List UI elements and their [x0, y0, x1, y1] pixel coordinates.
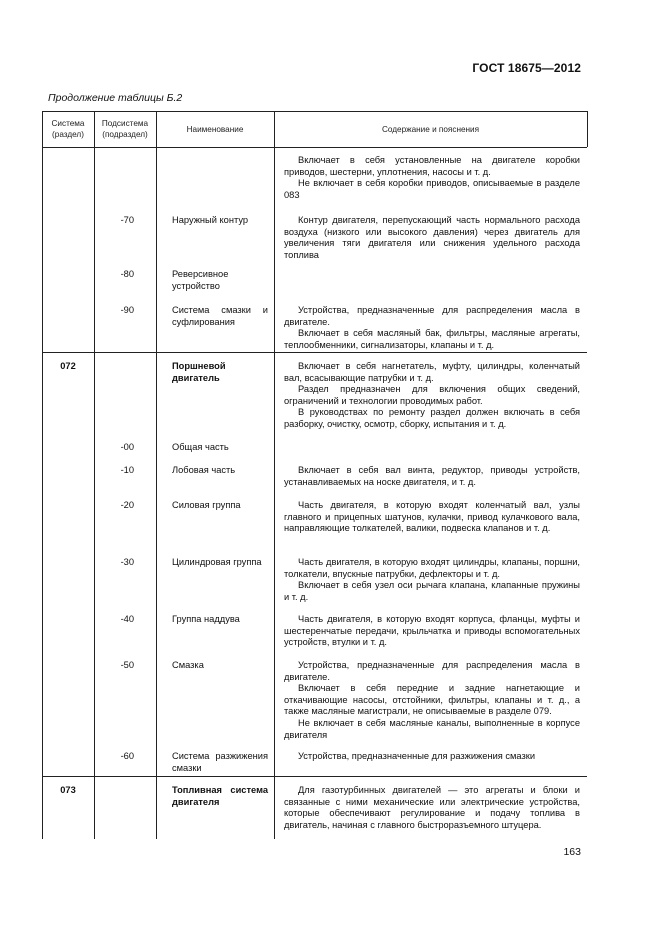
row-code: -40 — [120, 614, 134, 624]
column-header-content: Содержание и пояснения — [381, 124, 480, 134]
row-content: Включает в себя установленные на двигателе коробки приводов, шестерни, уплотнения, насосы и т. д. Не включает в себя коробки приводов, описываемые в разделе 083 — [284, 155, 580, 200]
column-header-system: Система (раздел) — [51, 119, 85, 139]
row-name: Группа наддува — [172, 614, 240, 624]
row-content: Часть двигателя, в которую входят коленчатый вал, узлы главного и прицепных шатунов, кулачки, привод кулачкового вала, направляющие толкателей, валики, подвеска клапанов и т. д. — [284, 500, 580, 534]
row-content: Устройства, предназначенные для разжижения смазки — [298, 751, 536, 761]
column-header-subsystem: Подсистема (подраздел) — [101, 119, 149, 139]
section-code: 072 — [60, 361, 76, 371]
row-code: -20 — [120, 500, 134, 510]
row-code: -00 — [120, 442, 134, 452]
section-name: Топливная система двигателя — [172, 785, 268, 807]
standard-header: ГОСТ 18675—2012 — [472, 61, 581, 75]
row-code: -90 — [120, 305, 134, 315]
row-name: Общая часть — [172, 442, 229, 452]
section-code: 073 — [60, 785, 76, 795]
row-code: -30 — [120, 557, 134, 567]
row-content: Включает в себя вал винта, редуктор, приводы устройств, устанавливаемых на носке двигателя, и т. д. — [284, 465, 580, 487]
row-code: -70 — [120, 215, 134, 225]
row-name: Система разжижения смазки — [172, 751, 268, 773]
section-name: Поршневой двигатель — [172, 361, 226, 383]
continuation-title: Продолжение таблицы Б.2 — [48, 92, 183, 104]
row-content: Часть двигателя, в которую входят цилиндры, клапаны, поршни, толкатели, впускные патрубки, дефлекторы и т. д. Включает в себя узел оси рычага клапана, клапанные пружины и т. д. — [284, 557, 580, 602]
content-table — [42, 111, 587, 839]
row-name: Смазка — [172, 660, 204, 670]
row-name: Система смазки и суфлирования — [172, 305, 268, 327]
page-number: 163 — [563, 846, 581, 858]
row-name: Силовая группа — [172, 500, 241, 510]
row-name: Лобовая часть — [172, 465, 236, 475]
row-code: -80 — [120, 269, 134, 279]
row-content: Часть двигателя, в которую входят корпуса, фланцы, муфты и шестеренчатые передачи, крыльчатка и приводы вспомогательных устройств, втулки и т. д. — [284, 614, 580, 648]
row-content: Устройства, предназначенные для распределения масла в двигателе. Включает в себя масляный бак, фильтры, масляные агрегаты, теплообменники, сигнализаторы, клапаны и т. д. — [284, 305, 580, 350]
row-code: -10 — [120, 465, 134, 475]
row-content: Устройства, предназначенные для распределения масла в двигателе. Включает в себя передние и задние нагнетающие и откачивающие насосы, отстойники, фильтры, клапаны и т. д., а также масляные магистрали, не описываемые в разделе 079. Не включает в себя масляные каналы, выполненные в корпусе двигателя — [284, 660, 580, 740]
row-content: Для газотурбинных двигателей — это агрегаты и блоки и связанные с ними механические или электрические устройства, которые обеспечивают регулирование и подачу топлива в двигатель, начиная с главного быстроразъемного штуцера. — [284, 785, 580, 830]
row-content: Включает в себя нагнетатель, муфту, цилиндры, коленчатый вал, всасывающие патрубки и т. д. Раздел предназначен для включения общих сведений, ограничений и технологии проводимых работ. В руководствах по ремонту раздел должен включать в себя разборку, очистку, осмотр, сборку, испытания и т. д. — [284, 361, 580, 429]
column-header-name: Наименование — [186, 124, 244, 134]
row-code: -50 — [120, 660, 134, 670]
row-name: Цилиндровая группа — [172, 557, 262, 567]
row-code: -60 — [120, 751, 134, 761]
row-name: Наружный контур — [172, 215, 249, 225]
row-content: Контур двигателя, перепускающий часть нормального расхода воздуха (низкого или высокого давления) через двигатель для увеличения тяги двигателя или снижения удельного расхода топлива — [284, 215, 580, 260]
row-name: Реверсивное устройство — [172, 269, 229, 291]
